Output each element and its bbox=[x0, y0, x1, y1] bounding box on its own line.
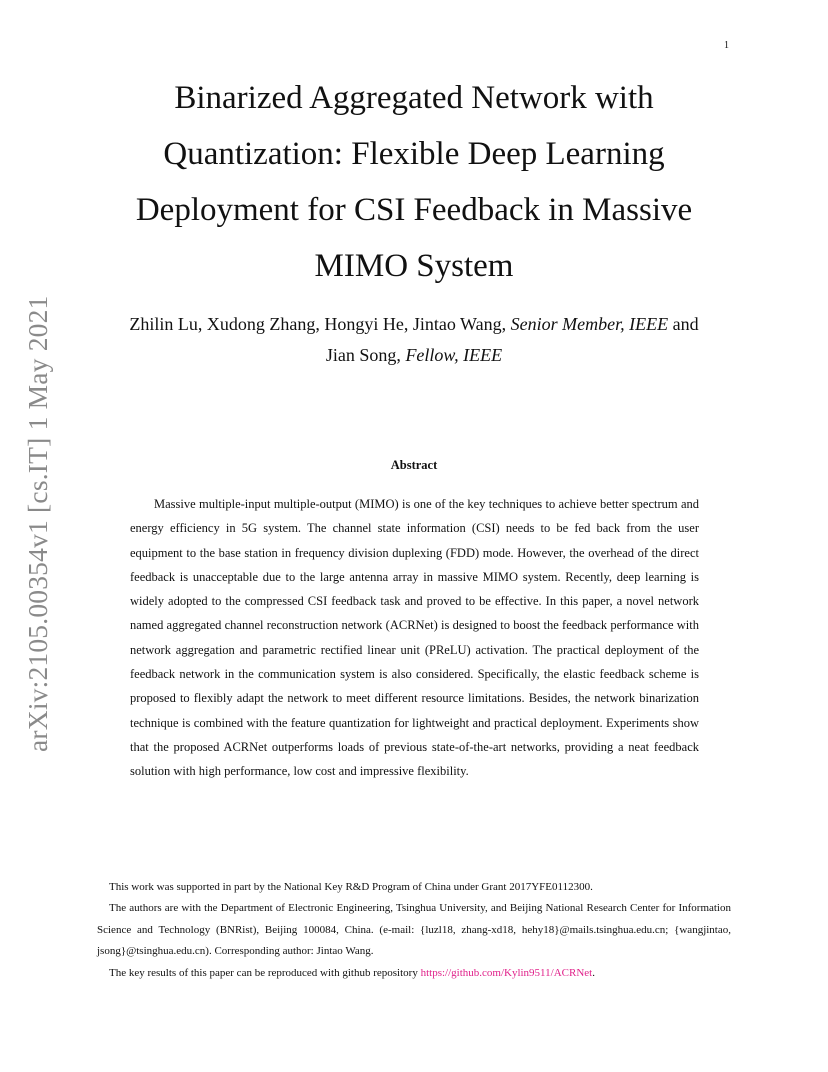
author-line bbox=[80, 340, 748, 371]
paper-title bbox=[100, 70, 728, 294]
footnotes bbox=[97, 877, 731, 984]
title-line: Quantization: Flexible Deep Learning bbox=[163, 136, 665, 172]
affiliation-footnote: The authors are with the Department of Electronic Engineering, Tsinghua University, and Beijing National Research Center for Information Science and Technology (BNRist), Beijing 100084, China. (e-mail: {luzl18, zhang-xd18, hehy18}@mails.tsinghua.edu.cn; {wangjintao, jsong}@tsinghua.edu.cn). Corresponding author: Jintao Wang. bbox=[97, 902, 731, 958]
author-affiliation: Senior Member, IEEE bbox=[510, 314, 669, 334]
abstract-body: Massive multiple-input multiple-output (MIMO) is one of the key techniques to achieve better spectrum and energy efficiency in 5G system. The channel state information (CSI) needs to be fed back from the user equipment to the base station in frequency division duplexing (FDD) mode. However, the overhead of the direct feedback is unacceptable due to the large antenna array in massive MIMO system. Recently, deep learning is widely adopted to the compressed CSI feedback task and proved to be effective. In this paper, a novel network named aggregated channel reconstruction network (ACRNet) is designed to boost the feedback performance with network aggregation and parametric rectified linear unit (PReLU) activation. The practical deployment of the feedback network in the communication system is also considered. Specifically, the elastic feedback scheme is proposed to flexibly adapt the network to meet different resource limitations. Besides, the network binarization technique is combined with the feature quantization for lightweight and practical deployment. Experiments show that the proposed ACRNet outperforms loads of previous state-of-the-art networks, providing a neat feedback solution with high performance, low cost and impressive flexibility. bbox=[130, 497, 699, 779]
author-affiliation: Fellow, IEEE bbox=[405, 345, 503, 365]
arxiv-stamp: arXiv:2105.00354v1 [cs.IT] 1 May 2021 bbox=[22, 295, 53, 752]
author-conjunction: and bbox=[668, 314, 699, 334]
author-names: Zhilin Lu, Xudong Zhang, Hongyi He, Jintao Wang, bbox=[129, 314, 511, 334]
code-footnote-text: The key results of this paper can be reproduced with github repository bbox=[109, 966, 421, 979]
code-footnote-suffix: . bbox=[592, 966, 595, 979]
author-names: Jian Song, bbox=[325, 345, 406, 365]
abstract-heading: Abstract bbox=[390, 458, 438, 472]
title-line: MIMO System bbox=[314, 248, 514, 284]
title-line: Deployment for CSI Feedback in Massive bbox=[135, 192, 693, 228]
funding-footnote: This work was supported in part by the National Key R&D Program of China under Grant 2017YFE0112300. bbox=[109, 881, 593, 893]
code-footnote bbox=[97, 963, 731, 984]
author-line bbox=[80, 309, 748, 340]
page-number: 1 bbox=[724, 40, 729, 51]
title-line: Binarized Aggregated Network with bbox=[174, 80, 654, 116]
github-repository-link[interactable]: https://github.com/Kylin9511/ACRNet bbox=[420, 966, 593, 979]
author-list bbox=[80, 309, 748, 371]
